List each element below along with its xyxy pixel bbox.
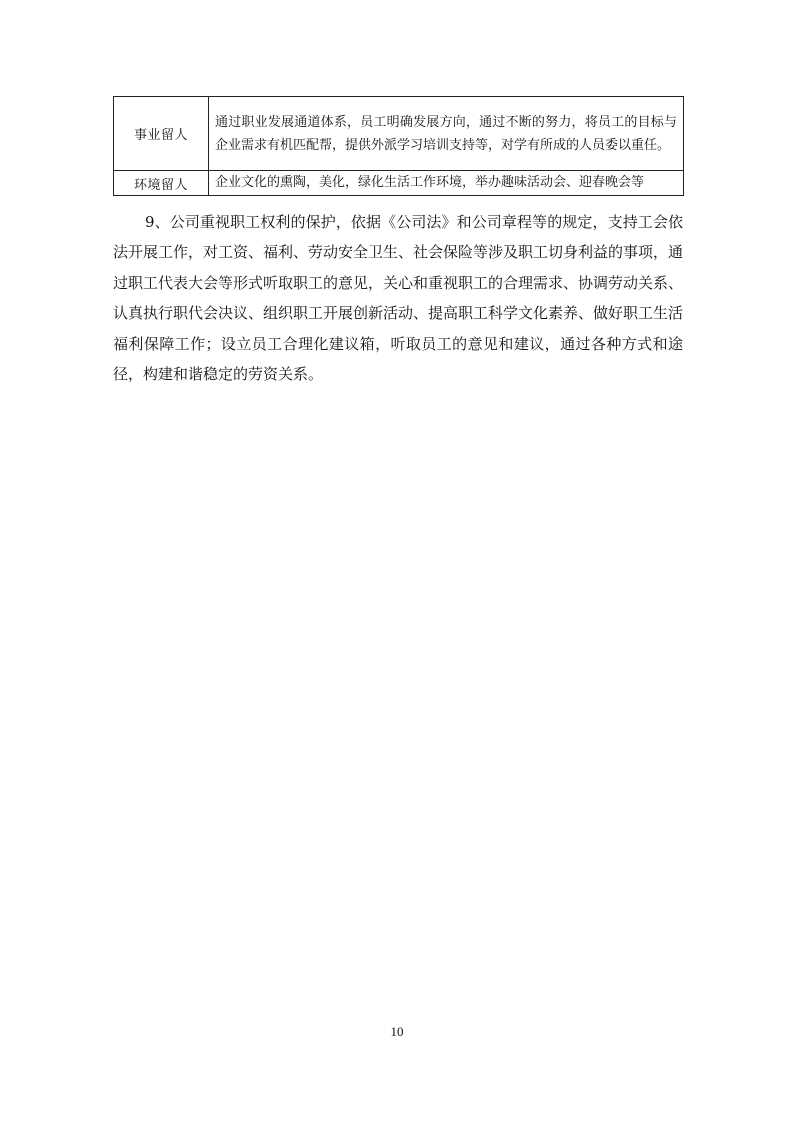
table-row-label: 环境留人 — [114, 171, 209, 196]
table-row-content: 企业文化的熏陶，美化，绿化生活工作环境，举办趣味活动会、迎春晚会等 — [209, 171, 684, 196]
retention-measures-table — [113, 96, 684, 196]
table-row-content: 通过职业发展通道体系，员工明确发展方向，通过不断的努力，将员工的目标与企业需求有机匹配帮，提供外派学习培训支持等，对学有所成的人员委以重任。 — [209, 97, 684, 171]
page-number: 10 — [390, 1024, 404, 1039]
table-row — [114, 171, 684, 196]
body-paragraph: 9、公司重视职工权利的保护，依据《公司法》和公司章程等的规定，支持工会依法开展工作，对工资、福利、劳动安全卫生、社会保险等涉及职工切身利益的事项，通过职工代表大会等形式听取职工的意见，关心和重视职工的合理需求、协调劳动关系、认真执行职代会决议、组织职工开展创新活动、提高职工科学文化素养、做好职工生活福利保障工作；设立员工合理化建议箱，听取员工的意见和建议，通过各种方式和途径，构建和谐稳定的劳资关系。 — [113, 213, 684, 384]
table-row — [114, 97, 684, 171]
table-row-label: 事业留人 — [114, 97, 209, 171]
